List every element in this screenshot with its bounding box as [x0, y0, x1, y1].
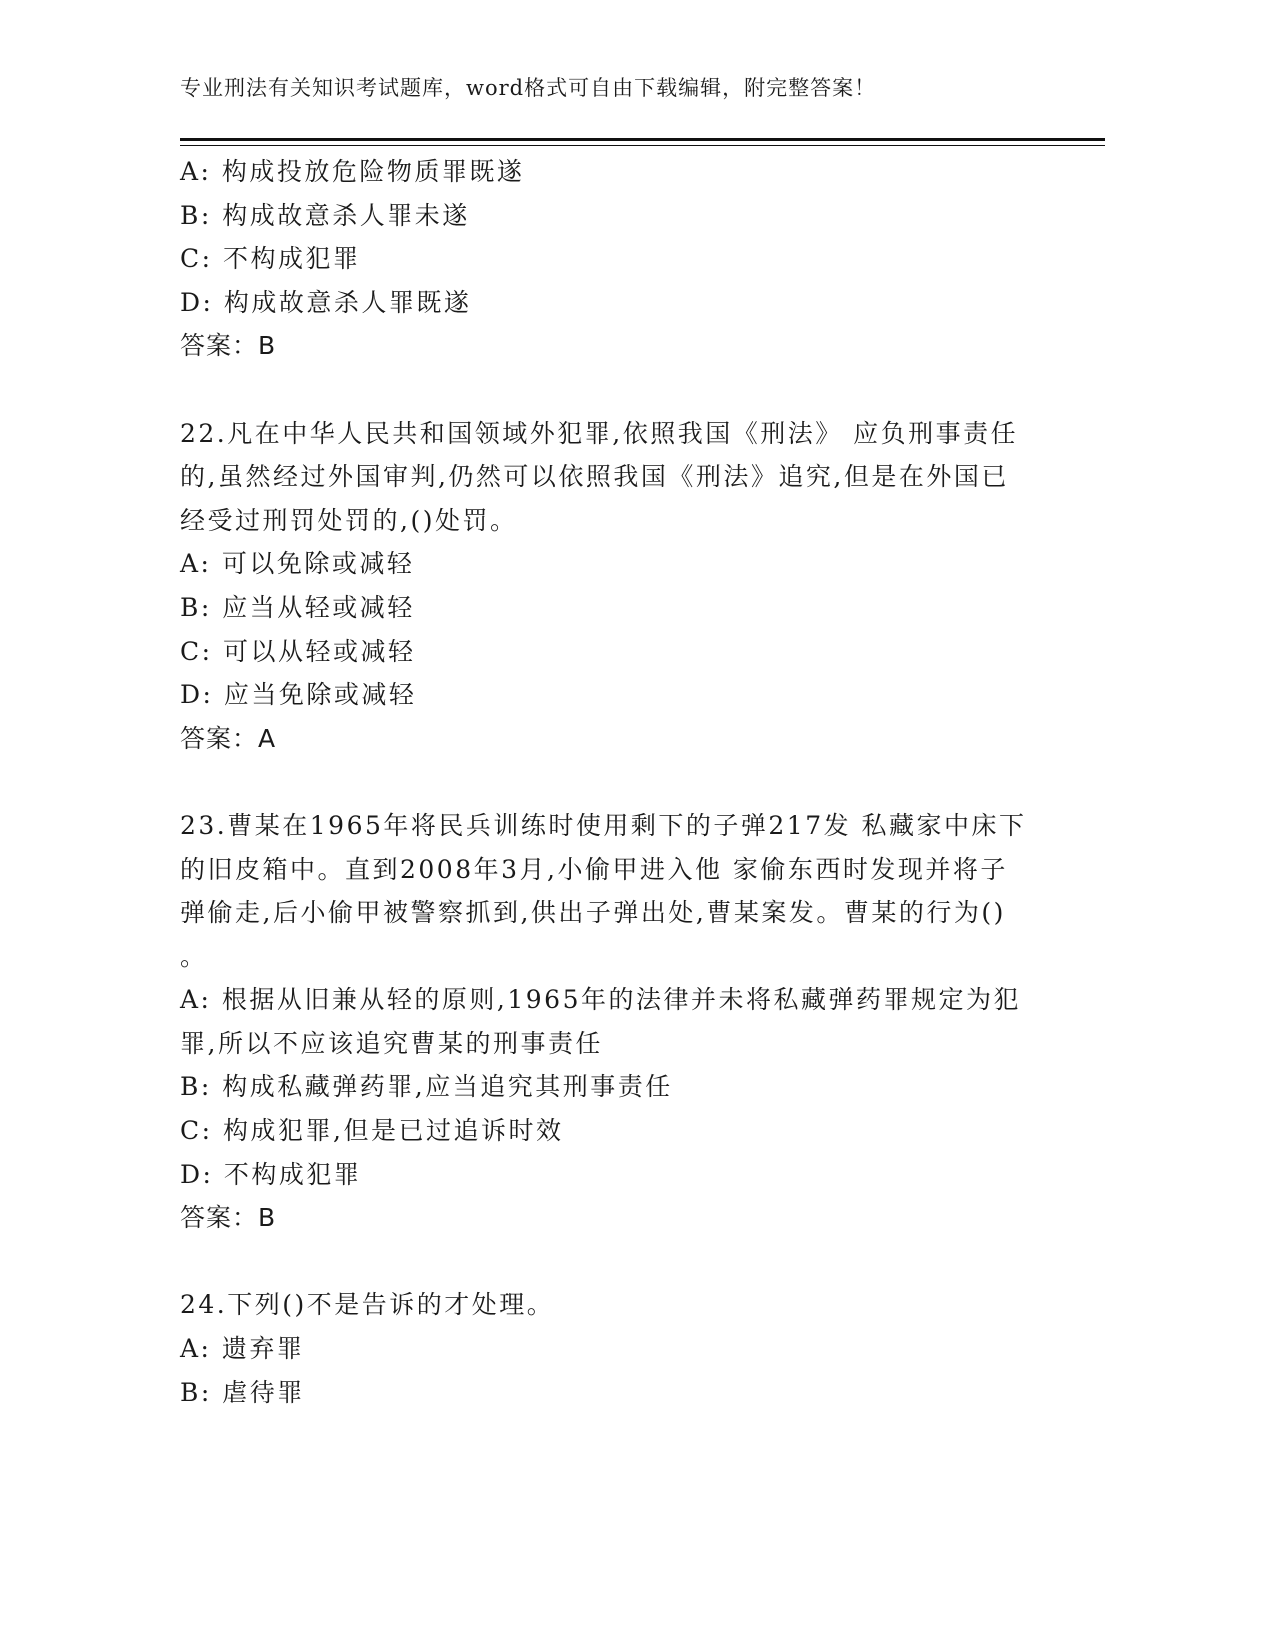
- answer-line: 答案：A: [180, 723, 277, 753]
- option-a: A: 遗弃罪: [180, 1334, 305, 1364]
- option-b: B: 构成故意杀人罪未遂: [180, 200, 470, 230]
- option-a: A: 根据从旧兼从轻的原则,1965年的法律并未将私藏弹药罪规定为犯: [180, 985, 1021, 1015]
- option-a-continued: 罪,所以不应该追究曹某的刑事责任: [180, 1028, 603, 1058]
- prev-question: [180, 150, 1030, 368]
- question-stem-line: 的,虽然经过外国审判,仍然可以依照我国《刑法》追究,但是在外国已: [180, 462, 1009, 492]
- question-stem-line: 。: [180, 941, 208, 971]
- page-header: 专业刑法有关知识考试题库，word格式可自由下载编辑，附完整答案！: [180, 76, 877, 100]
- option-d: D: 构成故意杀人罪既遂: [180, 287, 472, 317]
- option-c: C: 构成犯罪,但是已过追诉时效: [180, 1116, 564, 1146]
- option-a: A: 构成投放危险物质罪既遂: [180, 157, 525, 186]
- question-stem-line: 弹偷走,后小偷甲被警察抓到,供出子弹出处,曹某案发。曹某的行为(): [180, 898, 1006, 928]
- question-stem-line: 经受过刑罚处罚的,()处罚。: [180, 505, 518, 535]
- question-stem-line: 22.凡在中华人民共和国领域外犯罪,依照我国《刑法》 应负刑事责任: [180, 418, 1019, 448]
- question-22: [180, 412, 1030, 761]
- answer-line: 答案：B: [180, 1203, 277, 1233]
- option-a: A: 可以免除或减轻: [180, 549, 415, 579]
- option-b: B: 虐待罪: [180, 1377, 305, 1407]
- spacer: [180, 760, 1030, 804]
- question-stem-line: 23.曹某在1965年将民兵训练时使用剩下的子弹217发 私藏家中床下: [180, 810, 1027, 840]
- question-stem-line: 24.下列()不是告诉的才处理。: [180, 1290, 555, 1320]
- option-d: D: 不构成犯罪: [180, 1159, 362, 1189]
- question-24: [180, 1283, 1030, 1414]
- answer-line: 答案：B: [180, 331, 277, 361]
- option-d: D: 应当免除或减轻: [180, 680, 417, 710]
- spacer: [180, 368, 1030, 412]
- question-stem-line: 的旧皮箱中。直到2008年3月,小偷甲进入他 家偷东西时发现并将子: [180, 854, 1008, 884]
- option-c: C: 可以从轻或减轻: [180, 636, 416, 666]
- header-rule-thin: [180, 145, 1105, 146]
- header-rule-thick: [180, 138, 1105, 141]
- spacer: [180, 1240, 1030, 1284]
- question-content: [180, 150, 1030, 1414]
- option-b: B: 应当从轻或减轻: [180, 592, 415, 622]
- option-c: C: 不构成犯罪: [180, 244, 361, 274]
- option-b: B: 构成私藏弹药罪,应当追究其刑事责任: [180, 1072, 673, 1102]
- question-23: [180, 804, 1030, 1240]
